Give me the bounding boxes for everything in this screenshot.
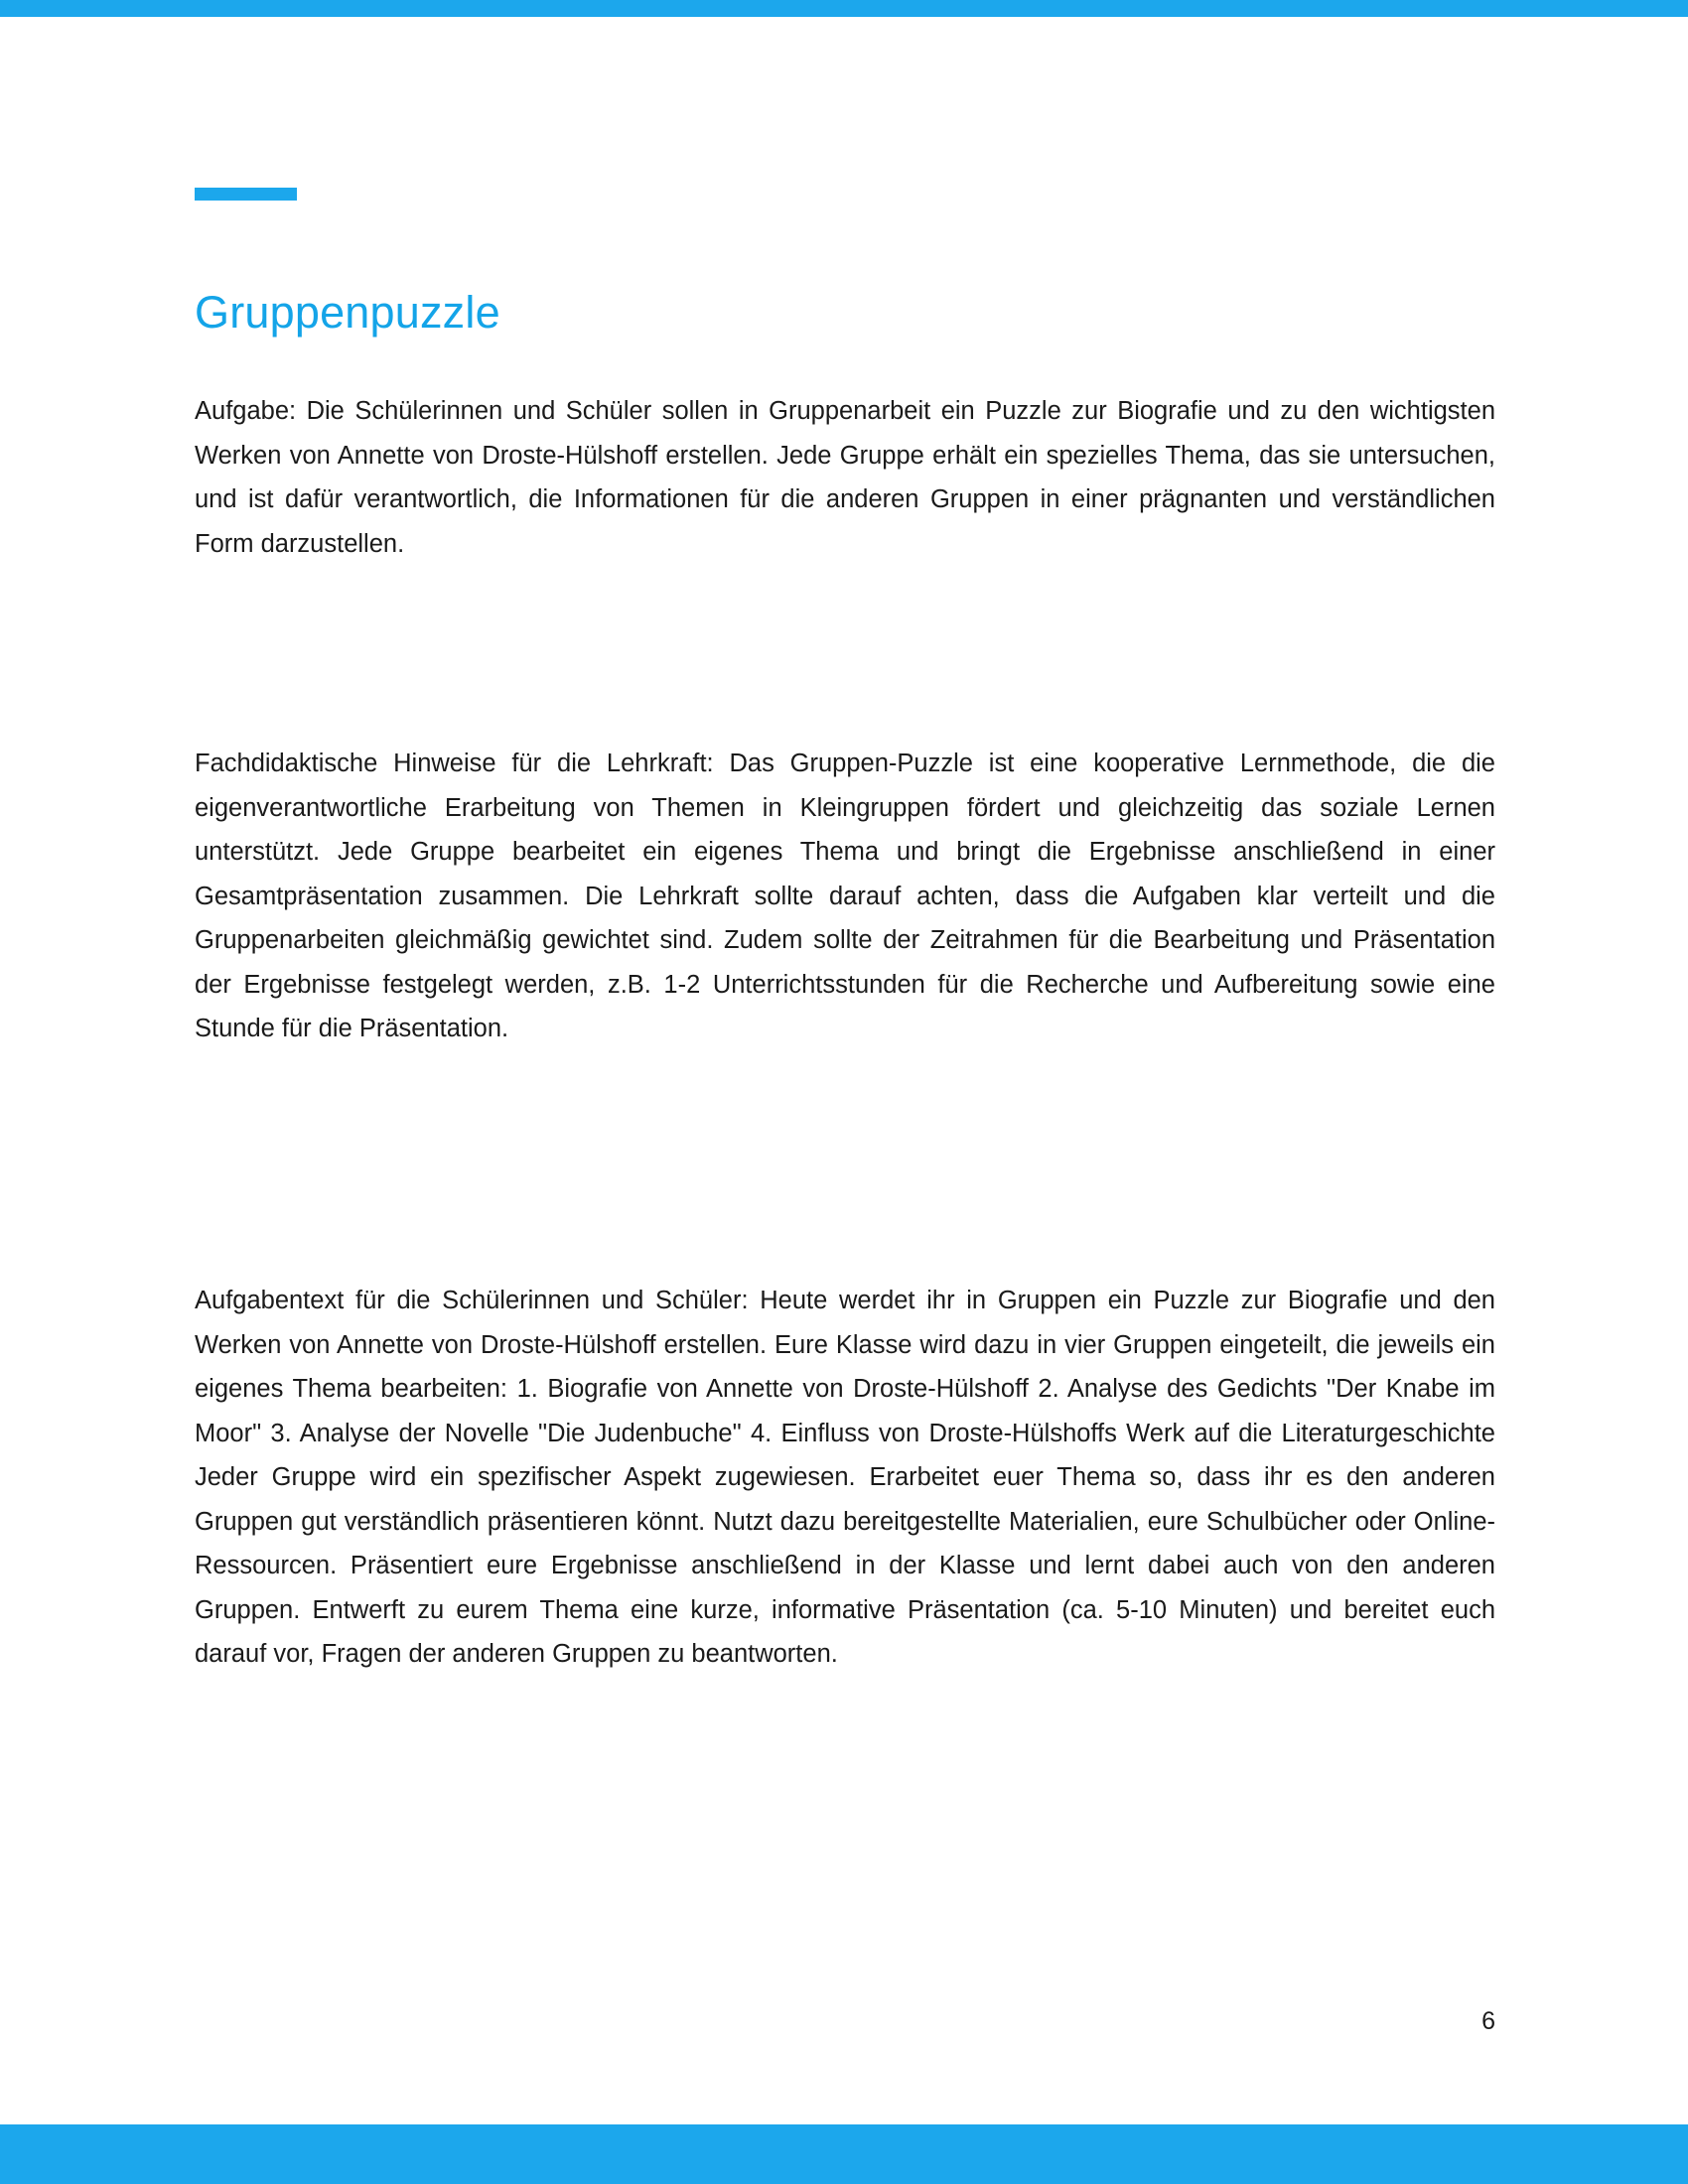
title-accent-rule bbox=[195, 188, 297, 201]
bottom-accent-bar bbox=[0, 2124, 1688, 2184]
paragraph-fachdidaktische-hinweise: Fachdidaktische Hinweise für die Lehrkraft: Das Gruppen-Puzzle ist eine kooperative Lernmethode, die die eigenverantwortliche Erarbeitung von Themen in Kleingruppen fördert und gleichzeitig das soziale Lernen unterstützt. Jede Gruppe bearbeitet ein eigenes Thema und bringt die Ergebnisse anschließend in einer Gesamtpräsentation zusammen. Die Lehrkraft sollte darauf achten, dass die Aufgaben klar verteilt und die Gruppenarbeiten gleichmäßig gewichtet sind. Zudem sollte der Zeitrahmen für die Bearbeitung und Präsentation der Ergebnisse festgelegt werden, z.B. 1-2 Unterrichtsstunden für die Recherche und Aufbereitung sowie eine Stunde für die Präsentation. bbox=[195, 750, 1495, 1042]
paragraph-aufgabentext: Aufgabentext für die Schülerinnen und Schüler: Heute werdet ihr in Gruppen ein Puzzle zur Biografie und den Werken von Annette von Droste-Hülshoff erstellen. Eure Klasse wird dazu in vier Gruppen eingeteilt, die jeweils ein eigenes Thema bearbeiten: 1. Biografie von Annette von Droste-Hülshoff 2. Analyse des Gedichts "Der Knabe im Moor" 3. Analyse der Novelle "Die Judenbuche" 4. Einfluss von Droste-Hülshoffs Werk auf die Literaturgeschichte Jeder Gruppe wird ein spezifischer Aspekt zugewiesen. Erarbeitet euer Thema so, dass ihr es den anderen Gruppen gut verständlich präsentieren könnt. Nutzt dazu bereitgestellte Materialien, eure Schulbücher oder Online-Ressourcen. Präsentiert eure Ergebnisse anschließend in der Klasse und lernt dabei auch von den anderen Gruppen. Entwerft zu eurem Thema eine kurze, informative Präsentation (ca. 5-10 Minuten) und bereitet euch darauf vor, Fragen der anderen Gruppen zu beantworten. bbox=[195, 1287, 1495, 1668]
page-number: 6 bbox=[1481, 2007, 1495, 2035]
paragraph-aufgabe: Aufgabe: Die Schülerinnen und Schüler sollen in Gruppenarbeit ein Puzzle zur Biografie und zu den wichtigsten Werken von Annette von Droste-Hülshoff erstellen. Jede Gruppe erhält ein spezielles Thema, das sie untersuchen, und ist dafür verantwortlich, die Informationen für die anderen Gruppen in einer prägnanten und verständlichen Form darzustellen. bbox=[195, 397, 1495, 558]
page-content bbox=[195, 0, 1495, 2184]
page-title: Gruppenpuzzle bbox=[195, 287, 500, 338]
